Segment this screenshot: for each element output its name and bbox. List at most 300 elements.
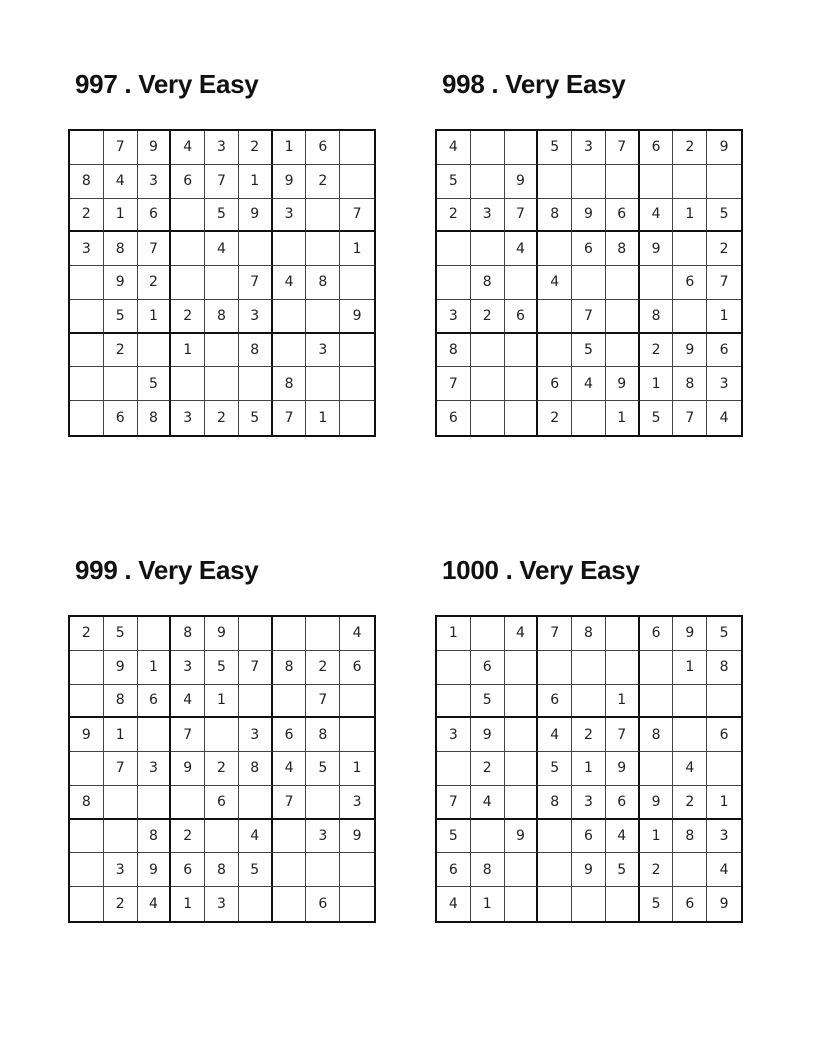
sudoku-cell: 2 — [572, 718, 606, 752]
sudoku-cell: 7 — [437, 786, 471, 820]
sudoku-cell — [70, 685, 104, 719]
sudoku-cell — [673, 300, 707, 334]
sudoku-cell: 4 — [437, 887, 471, 921]
sudoku-cell — [505, 651, 539, 685]
sudoku-cell — [707, 165, 741, 199]
sudoku-cell — [306, 853, 340, 887]
sudoku-cell — [505, 786, 539, 820]
sudoku-cell: 3 — [572, 131, 606, 165]
sudoku-cell: 2 — [171, 820, 205, 854]
sudoku-cell: 1 — [606, 401, 640, 435]
sudoku-cell: 7 — [239, 651, 273, 685]
sudoku-cell: 3 — [707, 367, 741, 401]
sudoku-cell: 6 — [437, 401, 471, 435]
sudoku-cell — [538, 334, 572, 368]
sudoku-cell — [538, 165, 572, 199]
sudoku-cell — [673, 685, 707, 719]
sudoku-cell: 4 — [273, 752, 307, 786]
puzzle-title: 1000 . Very Easy — [442, 555, 640, 585]
sudoku-cell: 5 — [707, 617, 741, 651]
sudoku-cell: 5 — [138, 367, 172, 401]
sudoku-cell: 1 — [104, 718, 138, 752]
sudoku-cell — [572, 165, 606, 199]
sudoku-cell: 4 — [673, 752, 707, 786]
sudoku-cell: 1 — [437, 617, 471, 651]
sudoku-cell — [640, 685, 674, 719]
sudoku-cell: 6 — [471, 651, 505, 685]
sudoku-cell — [70, 300, 104, 334]
sudoku-cell: 2 — [239, 131, 273, 165]
sudoku-cell: 5 — [205, 199, 239, 233]
sudoku-cell — [306, 786, 340, 820]
sudoku-cell: 3 — [171, 651, 205, 685]
sudoku-cell: 8 — [70, 786, 104, 820]
sudoku-cell: 1 — [640, 820, 674, 854]
sudoku-cell — [471, 131, 505, 165]
sudoku-cell: 8 — [205, 300, 239, 334]
sudoku-cell: 1 — [707, 786, 741, 820]
sudoku-cell: 8 — [471, 266, 505, 300]
sudoku-cell: 7 — [606, 131, 640, 165]
sudoku-cell: 6 — [505, 300, 539, 334]
sudoku-cell: 5 — [471, 685, 505, 719]
sudoku-cell — [505, 752, 539, 786]
sudoku-cell: 2 — [70, 199, 104, 233]
sudoku-cell: 8 — [640, 718, 674, 752]
sudoku-cell — [340, 401, 374, 435]
sudoku-cell: 1 — [340, 232, 374, 266]
sudoku-cell: 8 — [606, 232, 640, 266]
sudoku-grid — [68, 129, 376, 437]
sudoku-cell: 9 — [707, 131, 741, 165]
sudoku-cell — [640, 165, 674, 199]
sudoku-cell: 6 — [707, 718, 741, 752]
sudoku-cell: 1 — [104, 199, 138, 233]
sudoku-cell — [273, 820, 307, 854]
sudoku-cell: 2 — [437, 199, 471, 233]
sudoku-cell: 9 — [171, 752, 205, 786]
sudoku-cell: 7 — [239, 266, 273, 300]
sudoku-cell: 8 — [205, 853, 239, 887]
sudoku-cell: 2 — [205, 752, 239, 786]
sudoku-cell: 7 — [606, 718, 640, 752]
sudoku-cell: 7 — [138, 232, 172, 266]
sudoku-cell — [70, 367, 104, 401]
sudoku-cell: 7 — [171, 718, 205, 752]
sudoku-cell — [572, 266, 606, 300]
sudoku-cell: 6 — [673, 266, 707, 300]
sudoku-cell: 5 — [239, 401, 273, 435]
sudoku-cell — [273, 300, 307, 334]
sudoku-cell: 3 — [306, 334, 340, 368]
sudoku-cell — [273, 334, 307, 368]
sudoku-cell: 1 — [273, 131, 307, 165]
sudoku-grid — [68, 615, 376, 923]
sudoku-cell: 2 — [70, 617, 104, 651]
sudoku-cell — [572, 651, 606, 685]
sudoku-cell: 7 — [205, 165, 239, 199]
sudoku-cell: 9 — [205, 617, 239, 651]
sudoku-cell — [104, 786, 138, 820]
sudoku-cell — [70, 334, 104, 368]
sudoku-cell: 6 — [606, 199, 640, 233]
sudoku-cell: 7 — [572, 300, 606, 334]
sudoku-cell: 4 — [572, 367, 606, 401]
sudoku-cell — [70, 820, 104, 854]
sudoku-cell: 5 — [239, 853, 273, 887]
sudoku-cell — [205, 266, 239, 300]
sudoku-cell: 4 — [205, 232, 239, 266]
sudoku-cell — [572, 685, 606, 719]
sudoku-cell: 6 — [104, 401, 138, 435]
sudoku-cell: 6 — [673, 887, 707, 921]
sudoku-cell: 9 — [104, 651, 138, 685]
sudoku-cell: 4 — [471, 786, 505, 820]
sudoku-cell — [606, 617, 640, 651]
sudoku-cell: 9 — [340, 820, 374, 854]
puzzle-title: 997 . Very Easy — [75, 69, 259, 99]
sudoku-cell — [239, 887, 273, 921]
sudoku-cell — [505, 367, 539, 401]
sudoku-cell — [505, 266, 539, 300]
sudoku-puzzle-999 — [68, 555, 378, 923]
sudoku-cell: 2 — [471, 300, 505, 334]
sudoku-cell — [707, 685, 741, 719]
sudoku-cell: 1 — [306, 401, 340, 435]
sudoku-cell: 6 — [606, 786, 640, 820]
sudoku-cell: 9 — [138, 131, 172, 165]
sudoku-cell: 5 — [306, 752, 340, 786]
sudoku-cell: 2 — [138, 266, 172, 300]
sudoku-cell: 5 — [606, 853, 640, 887]
sudoku-cell — [70, 853, 104, 887]
sudoku-cell — [340, 165, 374, 199]
sudoku-cell — [205, 334, 239, 368]
sudoku-cell: 5 — [572, 334, 606, 368]
sudoku-cell — [138, 718, 172, 752]
sudoku-cell — [340, 887, 374, 921]
sudoku-cell — [306, 300, 340, 334]
sudoku-cell: 1 — [239, 165, 273, 199]
sudoku-cell: 2 — [205, 401, 239, 435]
sudoku-cell: 7 — [437, 367, 471, 401]
sudoku-cell: 1 — [606, 685, 640, 719]
sudoku-cell: 6 — [640, 617, 674, 651]
sudoku-cell: 4 — [171, 685, 205, 719]
sudoku-cell — [340, 367, 374, 401]
sudoku-cell — [538, 820, 572, 854]
sudoku-cell: 7 — [104, 752, 138, 786]
sudoku-grid — [435, 615, 743, 923]
sudoku-cell: 3 — [138, 165, 172, 199]
sudoku-cell: 4 — [707, 853, 741, 887]
sudoku-cell: 2 — [707, 232, 741, 266]
sudoku-cell: 2 — [104, 334, 138, 368]
sudoku-cell: 4 — [104, 165, 138, 199]
sudoku-cell: 4 — [538, 718, 572, 752]
sudoku-cell — [205, 820, 239, 854]
sudoku-cell: 9 — [505, 820, 539, 854]
sudoku-cell: 1 — [572, 752, 606, 786]
sudoku-cell: 8 — [273, 367, 307, 401]
sudoku-cell: 7 — [273, 401, 307, 435]
sudoku-cell: 2 — [306, 165, 340, 199]
sudoku-cell — [707, 752, 741, 786]
sudoku-cell — [437, 651, 471, 685]
sudoku-cell — [437, 266, 471, 300]
sudoku-cell — [471, 367, 505, 401]
sudoku-cell — [471, 820, 505, 854]
sudoku-cell — [273, 853, 307, 887]
sudoku-cell: 9 — [673, 334, 707, 368]
sudoku-cell: 8 — [138, 820, 172, 854]
sudoku-cell: 5 — [205, 651, 239, 685]
sudoku-cell — [104, 367, 138, 401]
sudoku-cell — [505, 718, 539, 752]
sudoku-cell: 4 — [273, 266, 307, 300]
sudoku-cell: 1 — [640, 367, 674, 401]
sudoku-cell: 6 — [138, 199, 172, 233]
sudoku-cell: 6 — [640, 131, 674, 165]
sudoku-cell — [673, 232, 707, 266]
sudoku-cell — [306, 199, 340, 233]
sudoku-cell — [505, 887, 539, 921]
sudoku-cell: 9 — [70, 718, 104, 752]
sudoku-cell — [538, 651, 572, 685]
sudoku-cell — [606, 165, 640, 199]
sudoku-cell — [606, 651, 640, 685]
sudoku-cell — [340, 718, 374, 752]
sudoku-cell — [505, 401, 539, 435]
sudoku-cell: 6 — [572, 232, 606, 266]
sudoku-cell: 3 — [273, 199, 307, 233]
sudoku-cell — [138, 334, 172, 368]
sudoku-cell: 8 — [273, 651, 307, 685]
sudoku-cell: 4 — [640, 199, 674, 233]
sudoku-cell: 5 — [538, 752, 572, 786]
sudoku-cell: 9 — [606, 752, 640, 786]
sudoku-cell: 3 — [471, 199, 505, 233]
sudoku-cell: 1 — [205, 685, 239, 719]
sudoku-cell: 4 — [505, 232, 539, 266]
sudoku-cell: 1 — [673, 651, 707, 685]
sudoku-cell — [538, 300, 572, 334]
sudoku-cell: 5 — [640, 401, 674, 435]
sudoku-cell: 1 — [171, 887, 205, 921]
sudoku-cell: 6 — [707, 334, 741, 368]
sudoku-cell — [606, 266, 640, 300]
sudoku-cell: 8 — [70, 165, 104, 199]
sudoku-cell: 9 — [640, 786, 674, 820]
sudoku-cell: 6 — [171, 165, 205, 199]
sudoku-cell — [437, 232, 471, 266]
sudoku-cell: 7 — [538, 617, 572, 651]
sudoku-cell: 1 — [707, 300, 741, 334]
sudoku-cell: 1 — [138, 300, 172, 334]
sudoku-cell: 8 — [572, 617, 606, 651]
sudoku-cell — [340, 131, 374, 165]
sudoku-cell — [239, 685, 273, 719]
sudoku-cell — [70, 401, 104, 435]
sudoku-puzzle-998 — [435, 69, 745, 437]
sudoku-cell — [606, 334, 640, 368]
sudoku-cell: 9 — [572, 853, 606, 887]
sudoku-cell — [471, 334, 505, 368]
sudoku-puzzle-1000 — [435, 555, 745, 923]
sudoku-cell: 6 — [306, 887, 340, 921]
sudoku-cell: 3 — [572, 786, 606, 820]
sudoku-cell — [673, 853, 707, 887]
sudoku-cell: 8 — [239, 334, 273, 368]
sudoku-cell: 5 — [104, 300, 138, 334]
sudoku-cell — [70, 266, 104, 300]
sudoku-cell: 3 — [340, 786, 374, 820]
sudoku-cell: 3 — [205, 887, 239, 921]
sudoku-cell: 8 — [239, 752, 273, 786]
sudoku-cell — [538, 887, 572, 921]
sudoku-cell: 7 — [340, 199, 374, 233]
sudoku-cell — [437, 752, 471, 786]
sudoku-cell: 9 — [104, 266, 138, 300]
sudoku-cell — [640, 752, 674, 786]
sudoku-cell: 9 — [719, 896, 729, 913]
sudoku-grid — [435, 129, 743, 437]
sudoku-cell — [471, 165, 505, 199]
sudoku-cell: 6 — [138, 685, 172, 719]
sudoku-cell: 3 — [104, 853, 138, 887]
sudoku-cell: 7 — [707, 266, 741, 300]
sudoku-cell — [538, 232, 572, 266]
sudoku-cell: 8 — [437, 334, 471, 368]
sudoku-cell: 8 — [471, 853, 505, 887]
sudoku-cell — [340, 334, 374, 368]
sudoku-cell: 6 — [171, 853, 205, 887]
sudoku-cell: 4 — [138, 887, 172, 921]
sudoku-cell — [273, 617, 307, 651]
sudoku-cell: 3 — [171, 401, 205, 435]
sudoku-cell — [239, 367, 273, 401]
sudoku-cell — [306, 232, 340, 266]
puzzle-title: 998 . Very Easy — [442, 69, 626, 99]
sudoku-cell — [138, 786, 172, 820]
sudoku-cell — [505, 131, 539, 165]
sudoku-cell — [306, 617, 340, 651]
sudoku-cell — [239, 786, 273, 820]
sudoku-cell: 5 — [437, 820, 471, 854]
sudoku-cell: 3 — [239, 718, 273, 752]
sudoku-cell: 9 — [239, 199, 273, 233]
sudoku-cell: 4 — [505, 617, 539, 651]
sudoku-cell — [171, 232, 205, 266]
sudoku-cell: 4 — [538, 266, 572, 300]
sudoku-cell — [70, 887, 104, 921]
sudoku-cell: 5 — [538, 131, 572, 165]
sudoku-cell: 8 — [138, 401, 172, 435]
sudoku-cell: 6 — [205, 786, 239, 820]
sudoku-cell: 6 — [437, 853, 471, 887]
sudoku-cell: 2 — [640, 334, 674, 368]
sudoku-cell: 4 — [719, 410, 729, 427]
sudoku-cell — [505, 853, 539, 887]
sudoku-cell — [606, 887, 640, 921]
sudoku-cell: 8 — [104, 685, 138, 719]
sudoku-cell: 5 — [640, 887, 674, 921]
sudoku-cell: 4 — [437, 131, 471, 165]
sudoku-cell — [640, 266, 674, 300]
sudoku-cell — [70, 131, 104, 165]
puzzle-title: 999 . Very Easy — [75, 555, 259, 585]
sudoku-cell: 9 — [572, 199, 606, 233]
sudoku-cell — [572, 401, 606, 435]
sudoku-cell: 3 — [437, 718, 471, 752]
sudoku-cell: 4 — [606, 820, 640, 854]
sudoku-cell: 8 — [538, 786, 572, 820]
sudoku-cell — [505, 685, 539, 719]
sudoku-cell: 1 — [340, 752, 374, 786]
sudoku-cell — [572, 887, 606, 921]
sudoku-cell — [138, 617, 172, 651]
sudoku-cell: 6 — [340, 651, 374, 685]
sudoku-cell: 5 — [707, 199, 741, 233]
sudoku-cell — [273, 232, 307, 266]
sudoku-cell: 2 — [673, 131, 707, 165]
sudoku-cell — [171, 367, 205, 401]
sudoku-cell — [171, 199, 205, 233]
sudoku-cell — [205, 367, 239, 401]
sudoku-cell — [471, 401, 505, 435]
sudoku-cell — [70, 651, 104, 685]
sudoku-cell: 8 — [306, 266, 340, 300]
sudoku-cell: 1 — [471, 887, 505, 921]
sudoku-cell: 6 — [572, 820, 606, 854]
sudoku-cell: 1 — [673, 199, 707, 233]
sudoku-cell: 3 — [70, 232, 104, 266]
sudoku-cell — [606, 300, 640, 334]
sudoku-cell: 4 — [171, 131, 205, 165]
sudoku-puzzle-997 — [68, 69, 378, 437]
sudoku-cell: 5 — [104, 617, 138, 651]
sudoku-cell: 8 — [673, 367, 707, 401]
sudoku-cell: 4 — [340, 617, 374, 651]
sudoku-cell — [471, 617, 505, 651]
sudoku-cell: 7 — [505, 199, 539, 233]
sudoku-cell — [340, 853, 374, 887]
sudoku-cell: 8 — [673, 820, 707, 854]
sudoku-cell: 2 — [104, 887, 138, 921]
sudoku-cell: 2 — [471, 752, 505, 786]
sudoku-cell — [340, 266, 374, 300]
sudoku-cell — [273, 685, 307, 719]
sudoku-cell — [340, 685, 374, 719]
sudoku-cell: 1 — [171, 334, 205, 368]
sudoku-cell: 7 — [273, 786, 307, 820]
sudoku-cell — [640, 651, 674, 685]
sudoku-cell: 2 — [171, 300, 205, 334]
sudoku-cell: 3 — [437, 300, 471, 334]
sudoku-cell: 9 — [505, 165, 539, 199]
sudoku-cell: 9 — [471, 718, 505, 752]
sudoku-cell: 4 — [239, 820, 273, 854]
sudoku-cell: 7 — [104, 131, 138, 165]
sudoku-cell: 2 — [673, 786, 707, 820]
sudoku-cell — [306, 367, 340, 401]
sudoku-cell: 3 — [239, 300, 273, 334]
sudoku-cell — [471, 232, 505, 266]
sudoku-cell: 8 — [306, 718, 340, 752]
sudoku-cell — [239, 232, 273, 266]
sudoku-cell: 8 — [171, 617, 205, 651]
sudoku-cell — [239, 617, 273, 651]
